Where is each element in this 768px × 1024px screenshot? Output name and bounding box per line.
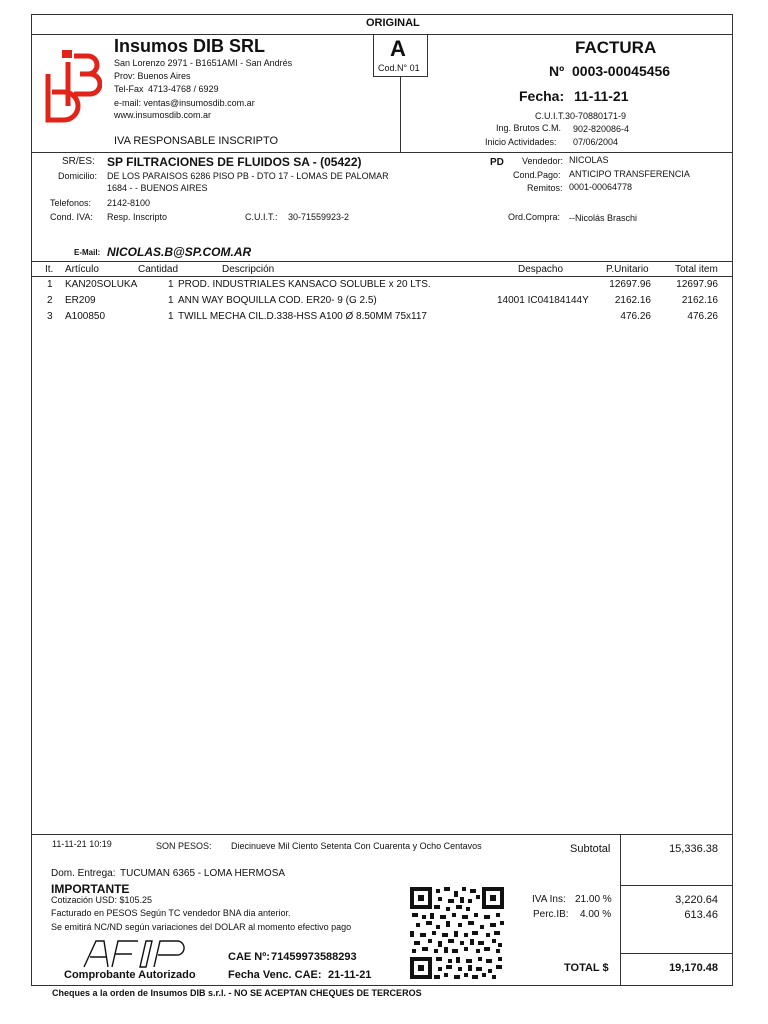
perc-label: Perc.IB:: [533, 909, 569, 920]
cae-number: 71459973588293: [271, 951, 357, 963]
row-cantidad: 1: [168, 311, 174, 322]
dom-entrega: TUCUMAN 6365 - LOMA HERMOSA: [120, 868, 286, 879]
inicio-actividades: 07/06/2004: [573, 137, 619, 147]
total-amount: 19,170.48: [669, 962, 718, 974]
client-name: SP FILTRACIONES DE FLUIDOS SA - (05422): [107, 155, 362, 169]
remitos: 0001-00064778: [569, 182, 633, 192]
table-row: [31, 279, 733, 294]
remitos-label: Remitos:: [527, 183, 563, 193]
row-it: 3: [47, 311, 53, 322]
iva-rate: 21.00 %: [575, 894, 612, 905]
email-label: E-Mail:: [74, 248, 101, 257]
col-total: Total item: [675, 264, 718, 275]
client-cuit: 30-71559923-2: [288, 212, 350, 222]
row-total: 12697.96: [676, 279, 718, 290]
cod-label: Cod.N° 01: [378, 63, 420, 73]
iva-label: IVA Ins:: [532, 894, 566, 905]
iva-condition: IVA RESPONSABLE INSCRIPTO: [114, 135, 279, 147]
print-timestamp: 11-11-21 10:19: [52, 839, 112, 849]
row-cantidad: 1: [168, 295, 174, 306]
son-pesos: Diecinueve Mil Ciento Setenta Con Cuarenta y Ocho Centavos: [231, 841, 482, 851]
perc-rate: 4.00 %: [580, 909, 612, 920]
row-descripcion: TWILL MECHA CIL.D.338-HSS A100 Ø 8.50MM 75x117: [178, 311, 427, 322]
dib-logo: [42, 48, 102, 124]
row-it: 1: [47, 279, 53, 290]
company-email: e-mail: ventas@insumosdib.com.ar: [114, 98, 255, 108]
row-total: 476.26: [687, 311, 718, 322]
telfax: 4713-4768 / 6929: [148, 84, 219, 94]
telefonos: 2142-8100: [107, 198, 151, 208]
vendedor-label: Vendedor:: [522, 156, 564, 166]
company-cuit: C.U.I.T.30-70880171-9: [535, 111, 627, 121]
row-it: 2: [47, 295, 53, 306]
client-cuit-label: C.U.I.T.:: [245, 212, 278, 222]
ing-brutos: 902-820086-4: [573, 124, 630, 134]
vendedor: NICOLAS: [569, 155, 609, 165]
cond-iva: Resp. Inscripto: [107, 212, 168, 222]
ord-compra: --Nicolás Braschi: [569, 213, 638, 223]
cheques-note: Cheques a la orden de Insumos DIB s.r.l. - NO SE ACEPTAN CHEQUES DE TERCEROS: [52, 988, 422, 998]
invoice-number: 0003-00045456: [572, 63, 671, 79]
subtotal-label: Subtotal: [570, 843, 611, 855]
col-articulo: Artículo: [65, 264, 99, 275]
row-articulo: KAN20SOLUKA: [65, 279, 138, 290]
cond-iva-label: Cond. IVA:: [50, 212, 93, 222]
perc-amount: 613.46: [684, 909, 718, 921]
cae-label: CAE Nº:: [228, 951, 270, 963]
son-pesos-label: SON PESOS:: [156, 841, 212, 851]
dom-entrega-label: Dom. Entrega:: [51, 868, 116, 879]
doc-type: FACTURA: [575, 38, 657, 57]
pd-label: PD: [490, 157, 504, 168]
fecha-venc: 21-11-21: [328, 969, 372, 981]
row-descripcion: ANN WAY BOQUILLA COD. ER20- 9 (G 2.5): [178, 295, 377, 306]
ing-brutos-label: Ing. Brutos C.M.: [496, 123, 562, 133]
table-row: [31, 295, 733, 310]
domicilio-label: Domicilio:: [58, 171, 98, 181]
col-unitario: P.Unitario: [606, 264, 649, 275]
row-cantidad: 1: [168, 279, 174, 290]
telefonos-label: Telefonos:: [50, 198, 92, 208]
table-row: [31, 311, 733, 326]
row-unitario: 2162.16: [614, 295, 651, 306]
company-address: San Lorenzo 2971 - B1651AMI - San Andrés: [114, 58, 293, 68]
afip-logo: [82, 939, 186, 969]
note-facturado: Facturado en PESOS Según TC vendedor BNA dia anterior.: [51, 908, 291, 918]
cond-pago: ANTICIPO TRANSFERENCIA: [569, 169, 690, 179]
inicio-label: Inicio Actividades:: [485, 137, 557, 147]
col-cantidad: Cantidad: [138, 264, 179, 275]
row-articulo: A100850: [65, 311, 106, 322]
row-total: 2162.16: [681, 295, 718, 306]
cotizacion: Cotización USD: $105.25: [51, 895, 153, 905]
domicilio-line2: 1684 - - BUENOS AIRES: [107, 183, 208, 193]
telfax-label: Tel-Fax: [114, 84, 144, 94]
subtotal-amount: 15,336.38: [669, 843, 718, 855]
number-label: Nº: [549, 63, 565, 79]
ord-compra-label: Ord.Compra:: [508, 212, 561, 222]
invoice-letter: A: [390, 36, 406, 61]
company-web: www.insumosdib.com.ar: [114, 110, 212, 120]
col-despacho: Despacho: [518, 264, 564, 275]
invoice-date: 11-11-21: [574, 88, 629, 104]
row-unitario: 12697.96: [609, 279, 651, 290]
comprobante-autorizado: Comprobante Autorizado: [64, 969, 196, 981]
col-it: It.: [45, 264, 54, 275]
row-despacho: 14001 IC04184144Y: [497, 295, 589, 306]
iva-amount: 3,220.64: [675, 894, 718, 906]
date-label: Fecha:: [519, 88, 565, 104]
note-nc-nd: Se emitirá NC/ND según variaciones del DOLAR al momento efectivo pago: [51, 922, 352, 932]
row-descripcion: PROD. INDUSTRIALES KANSACO SOLUBLE x 20 LTS.: [178, 279, 431, 290]
client-email: NICOLAS.B@SP.COM.AR: [107, 245, 252, 259]
domicilio-line1: DE LOS PARAISOS 6286 PISO PB - DTO 17 - LOMAS DE PALOMAR: [107, 171, 389, 181]
fecha-venc-label: Fecha Venc. CAE:: [228, 969, 322, 981]
total-label: TOTAL $: [564, 962, 609, 974]
cond-pago-label: Cond.Pago:: [513, 170, 561, 180]
sres-label: SR/ES:: [62, 156, 95, 167]
copy-label: ORIGINAL: [366, 17, 420, 29]
company-province: Prov: Buenos Aires: [114, 71, 191, 81]
qr-code: [410, 887, 504, 979]
row-unitario: 476.26: [620, 311, 651, 322]
company-name: Insumos DIB SRL: [114, 36, 266, 56]
importante-heading: IMPORTANTE: [51, 882, 130, 896]
col-descripcion: Descripción: [222, 264, 275, 275]
row-articulo: ER209: [65, 295, 96, 306]
